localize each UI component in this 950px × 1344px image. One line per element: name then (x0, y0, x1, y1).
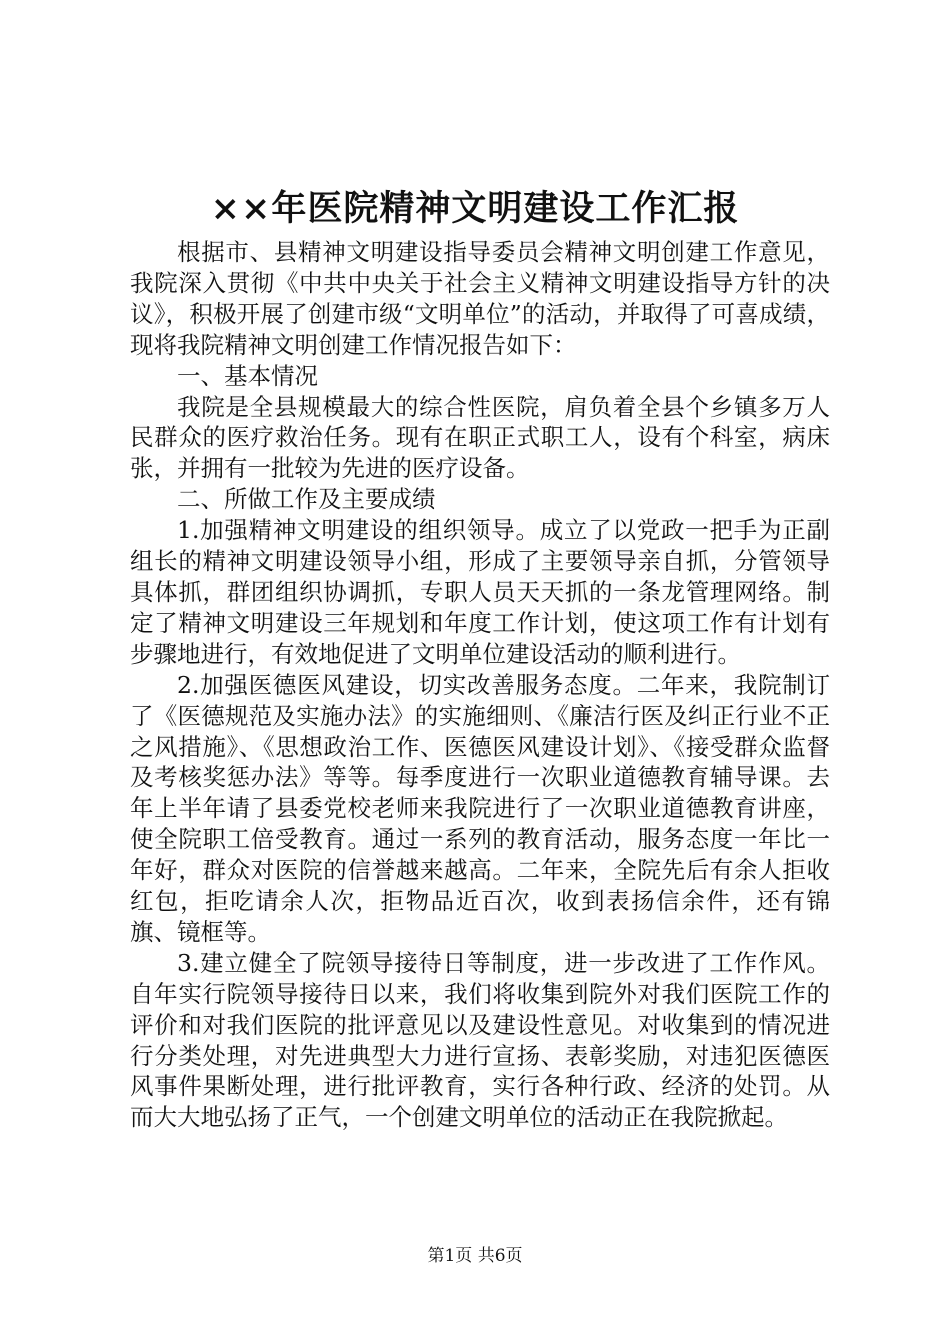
basic-situation-paragraph: 我院是全县规模最大的综合性医院，肩负着全县个乡镇多万人民群众的医疗救治任务。现有在职正式职工人，设有个科室，病床张，并拥有一批较为先进的医疗设备。 (130, 392, 830, 483)
item-2-paragraph: 2.加强医德医风建设，切实改善服务态度。二年来，我院制订了《医德规范及实施办法》的实施细则、《廉洁行医及纠正行业不正之风措施》、《思想政治工作、医德医风建设计划》、《接受群众监督及考核奖惩办法》等等。每季度进行一次职业道德教育辅导课。去年上半年请了县委党校老师来我院进行了一次职业道德教育讲座，使全院职工倍受教育。通过一系列的教育活动，服务态度一年比一年好，群众对医院的信誉越来越高。二年来，全院先后有余人拒收红包，拒吃请余人次，拒物品近百次，收到表扬信余件，还有锦旗、镜框等。 (130, 670, 830, 946)
page-title: ××年医院精神文明建设工作汇报 (210, 188, 740, 229)
item-3-paragraph: 3.建立健全了院领导接待日等制度，进一步改进了工作作风。自年实行院领导接待日以来，我们将收集到院外对我们医院工作的评价和对我们医院的批评意见以及建设性意见。对收集到的情况进行分类处理，对先进典型大力进行宣扬、表彰奖励，对违犯医德医风事件果断处理，进行批评教育，实行各种行政、经济的处罚。从而大大地弘扬了正气，一个创建文明单位的活动正在我院掀起。 (130, 948, 830, 1132)
section-heading-basic-situation: 一、基本情况 (177, 361, 318, 390)
document-body (130, 237, 830, 1133)
section-heading-work-achievements: 二、所做工作及主要成绩 (177, 485, 436, 514)
item-1-paragraph: 1.加强精神文明建设的组织领导。成立了以党政一把手为正副组长的精神文明建设领导小组，形成了主要领导亲自抓，分管领导具体抓，群团组织协调抓，专职人员天天抓的一条龙管理网络。制定了精神文明建设三年规划和年度工作计划，使这项工作有计划有步骤地进行，有效地促进了文明单位建设活动的顺利进行。 (130, 516, 830, 668)
intro-paragraph: 根据市、县精神文明建设指导委员会精神文明创建工作意见，我院深入贯彻《中共中央关于社会主义精神文明建设指导方针的决议》，积极开展了创建市级“文明单位”的活动，并取得了可喜成绩，现将我院精神文明创建工作情况报告如下： (130, 238, 830, 359)
page-footer: 第1页 共6页 (427, 1246, 523, 1266)
